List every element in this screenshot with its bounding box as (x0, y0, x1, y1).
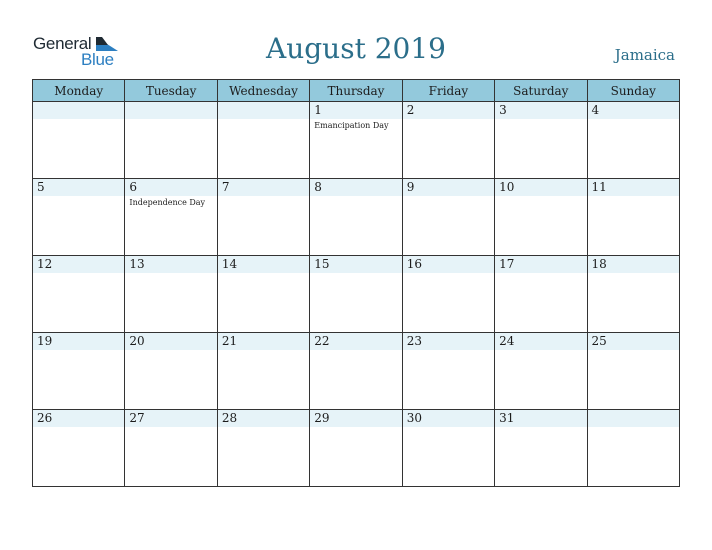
day-number: 27 (125, 410, 216, 427)
weekday-friday: Friday (402, 80, 494, 102)
logo-general-text: General (33, 34, 92, 53)
day-cell (125, 102, 217, 179)
day-cell (217, 256, 309, 333)
holiday-label: Independence Day (129, 198, 206, 207)
day-cell (495, 333, 587, 410)
logo-blue-text: Blue (81, 50, 114, 69)
day-number: 17 (495, 256, 586, 273)
week-row (33, 179, 680, 256)
day-cell (495, 102, 587, 179)
day-cell (217, 333, 309, 410)
day-number: 5 (33, 179, 124, 196)
day-cell (310, 256, 402, 333)
day-cell (125, 410, 217, 487)
day-number: 25 (588, 333, 679, 350)
day-number: 1 (310, 102, 401, 119)
day-cell (217, 102, 309, 179)
day-number: 15 (310, 256, 401, 273)
day-number: 18 (588, 256, 679, 273)
day-cell (310, 410, 402, 487)
day-cell (587, 179, 679, 256)
day-number: 20 (125, 333, 216, 350)
day-cell (33, 256, 125, 333)
day-number: 22 (310, 333, 401, 350)
day-cell (587, 410, 679, 487)
day-number: 9 (403, 179, 494, 196)
day-cell (33, 333, 125, 410)
weekday-header-row (33, 80, 680, 102)
day-number: 14 (218, 256, 309, 273)
day-cell (125, 333, 217, 410)
weekday-monday: Monday (33, 80, 125, 102)
day-number (588, 410, 679, 427)
day-cell (33, 179, 125, 256)
day-number (125, 102, 216, 119)
day-number: 7 (218, 179, 309, 196)
day-cell (402, 333, 494, 410)
day-number: 6 (125, 179, 216, 196)
weekday-tuesday: Tuesday (125, 80, 217, 102)
day-number: 16 (403, 256, 494, 273)
day-number: 13 (125, 256, 216, 273)
day-number (33, 102, 124, 119)
day-number: 23 (403, 333, 494, 350)
calendar-grid (32, 79, 680, 487)
day-cell (310, 333, 402, 410)
weekday-saturday: Saturday (495, 80, 587, 102)
day-cell (587, 102, 679, 179)
day-cell (310, 179, 402, 256)
day-number: 29 (310, 410, 401, 427)
day-cell (587, 333, 679, 410)
day-number: 12 (33, 256, 124, 273)
day-cell (33, 410, 125, 487)
weekday-wednesday: Wednesday (217, 80, 309, 102)
day-number: 21 (218, 333, 309, 350)
week-row (33, 102, 680, 179)
day-cell (495, 410, 587, 487)
week-row (33, 410, 680, 487)
day-cell (495, 256, 587, 333)
day-number: 26 (33, 410, 124, 427)
day-cell (125, 256, 217, 333)
day-cell (217, 179, 309, 256)
day-cell (310, 102, 402, 179)
day-cell (402, 102, 494, 179)
day-number: 19 (33, 333, 124, 350)
day-number: 2 (403, 102, 494, 119)
day-cell (402, 410, 494, 487)
day-number: 4 (588, 102, 679, 119)
weekday-thursday: Thursday (310, 80, 402, 102)
day-cell (217, 410, 309, 487)
month-title: August 2019 (266, 32, 446, 65)
week-row (33, 333, 680, 410)
day-cell (33, 102, 125, 179)
country-label: Jamaica (614, 46, 675, 64)
week-row (33, 256, 680, 333)
weekday-sunday: Sunday (587, 80, 679, 102)
day-number: 10 (495, 179, 586, 196)
day-number: 31 (495, 410, 586, 427)
day-number: 8 (310, 179, 401, 196)
day-number: 11 (588, 179, 679, 196)
day-cell (402, 256, 494, 333)
day-number (218, 102, 309, 119)
day-cell (587, 256, 679, 333)
day-number: 28 (218, 410, 309, 427)
day-cell (402, 179, 494, 256)
day-number: 24 (495, 333, 586, 350)
day-cell (125, 179, 217, 256)
day-number: 30 (403, 410, 494, 427)
day-cell (495, 179, 587, 256)
day-number: 3 (495, 102, 586, 119)
holiday-label: Emancipation Day (314, 121, 389, 130)
